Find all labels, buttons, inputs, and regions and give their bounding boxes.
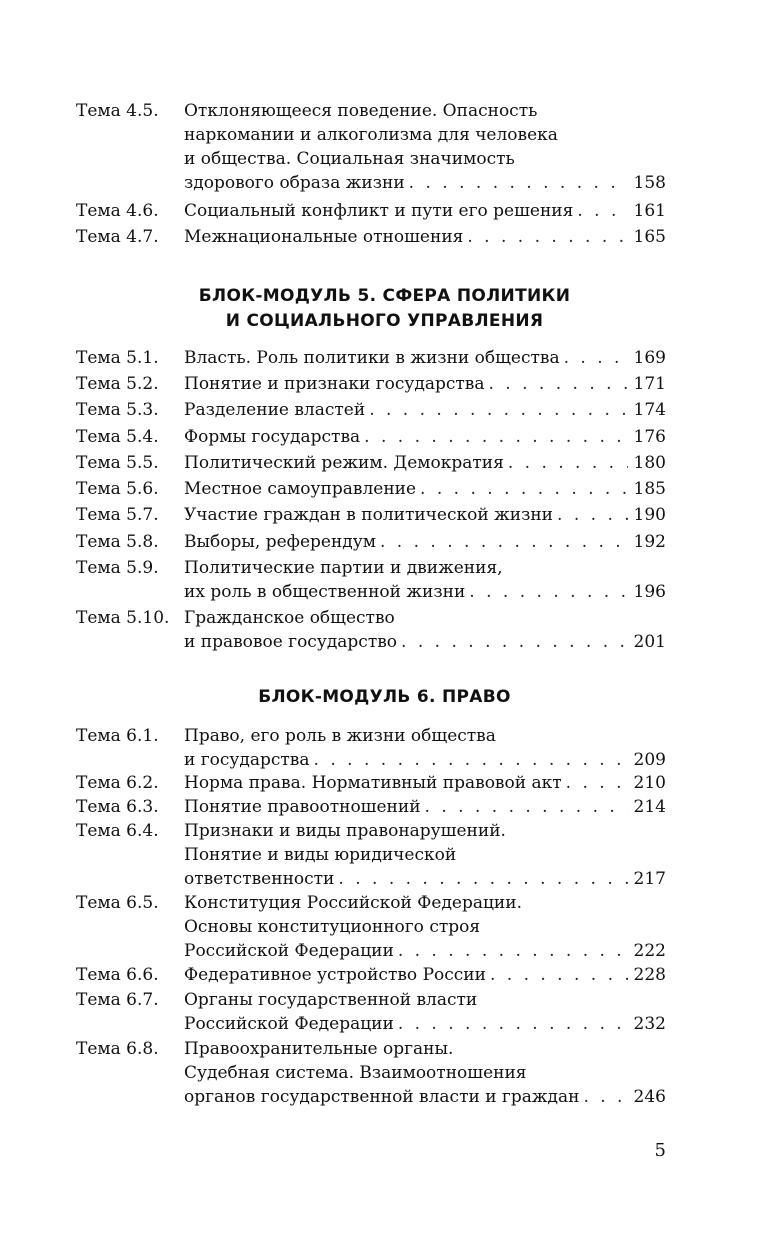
page-number: 185 [633, 479, 666, 499]
topic-title-line: Отклоняющееся поведение. Опасность [184, 101, 538, 121]
topic-number: Тема 5.1. [76, 348, 159, 368]
topic-title-line: Российской Федерации [184, 1014, 394, 1034]
topic-title-line: Социальный конфликт и пути его решения [184, 201, 574, 221]
dot-leader [380, 530, 628, 554]
dot-leader [564, 346, 628, 370]
topic-title-line: Судебная система. Взаимоотношения [184, 1063, 527, 1083]
topic-title-line: Право, его роль в жизни общества [184, 726, 496, 746]
topic-title-line: Формы государства [184, 427, 361, 447]
topic-title-line: здорового образа жизни [184, 173, 405, 193]
dot-leader [398, 1012, 628, 1036]
toc-entry-6-1[interactable] [76, 724, 666, 772]
topic-title-line: Понятие и виды юридической [184, 845, 457, 865]
page-number: 222 [633, 941, 666, 961]
topic-number: Тема 4.7. [76, 227, 159, 247]
toc-entry-6-7[interactable] [76, 988, 666, 1036]
dot-leader [490, 963, 628, 987]
dot-leader [557, 503, 628, 527]
topic-number: Тема 6.2. [76, 773, 159, 793]
topic-title-line: их роль в общественной жизни [184, 582, 466, 602]
block-5-heading [0, 284, 769, 334]
dot-leader [409, 171, 628, 195]
page-number: 169 [633, 348, 666, 368]
topic-number: Тема 5.5. [76, 453, 159, 473]
dot-leader [488, 372, 627, 396]
page-number: 210 [633, 773, 666, 793]
page-number: 174 [633, 400, 666, 420]
toc-entry-6-6[interactable] [76, 963, 666, 987]
topic-number: Тема 5.10. [76, 608, 170, 628]
toc-entry-6-4[interactable] [76, 819, 666, 891]
toc-entry-4-7[interactable] [76, 225, 666, 249]
page-number: 158 [633, 173, 666, 193]
topic-number: Тема 5.6. [76, 479, 159, 499]
topic-number: Тема 4.6. [76, 201, 159, 221]
topic-title-line: Правоохранительные органы. [184, 1039, 454, 1059]
topic-title-line: и правовое государство [184, 632, 398, 652]
page-number: 196 [633, 582, 666, 602]
topic-title-line: Участие граждан в политической жизни [184, 505, 554, 525]
page-number: 165 [633, 227, 666, 247]
page-number: 228 [633, 965, 666, 985]
topic-title-line: Основы конституционного строя [184, 917, 481, 937]
topic-title-line: органов государственной власти и граждан [184, 1087, 580, 1107]
toc-entry-4-5[interactable] [76, 99, 666, 195]
dot-leader [401, 630, 628, 654]
dot-leader [314, 748, 628, 772]
topic-number: Тема 6.8. [76, 1039, 159, 1059]
dot-leader [364, 425, 627, 449]
toc-entry-6-8[interactable] [76, 1037, 666, 1109]
toc-entry-6-2[interactable] [76, 771, 666, 795]
topic-number: Тема 6.5. [76, 893, 159, 913]
dot-leader [566, 771, 628, 795]
toc-entry-5-7[interactable] [76, 503, 666, 527]
toc-entry-5-9[interactable] [76, 556, 666, 604]
topic-title-line: Политический режим. Демократия [184, 453, 504, 473]
dot-leader [420, 477, 628, 501]
topic-number: Тема 5.9. [76, 558, 159, 578]
dot-leader [338, 867, 627, 891]
topic-number: Тема 6.7. [76, 990, 159, 1010]
page-number: 201 [633, 632, 666, 652]
topic-title-line: Выборы, референдум [184, 532, 376, 552]
toc-entry-5-6[interactable] [76, 477, 666, 501]
topic-title-line: Понятие правоотношений [184, 797, 421, 817]
topic-title-line: Понятие и признаки государства [184, 374, 485, 394]
topic-title-line: Политические партии и движения, [184, 558, 503, 578]
topic-title-line: и общества. Социальная значимость [184, 149, 515, 169]
toc-entry-5-8[interactable] [76, 530, 666, 554]
dot-leader [583, 1085, 627, 1109]
topic-number: Тема 5.3. [76, 400, 159, 420]
dot-leader [369, 398, 627, 422]
folio-page-number: 5 [654, 1140, 666, 1161]
block-6-heading [0, 685, 769, 710]
page-number: 180 [633, 453, 666, 473]
block-heading-line: БЛОК-МОДУЛЬ 5. СФЕРА ПОЛИТИКИ [198, 286, 571, 306]
topic-number: Тема 6.4. [76, 821, 159, 841]
topic-title-line: Признаки и виды правонарушений. [184, 821, 506, 841]
toc-entry-5-2[interactable] [76, 372, 666, 396]
topic-title-line: Российской Федерации [184, 941, 394, 961]
topic-number: Тема 6.6. [76, 965, 159, 985]
dot-leader [469, 580, 627, 604]
topic-title-line: Гражданское общество [184, 608, 395, 628]
toc-entry-5-5[interactable] [76, 451, 666, 475]
topic-title-line: Власть. Роль политики в жизни общества [184, 348, 560, 368]
toc-entry-6-5[interactable] [76, 891, 666, 963]
page-number: 217 [633, 869, 666, 889]
page-number: 176 [633, 427, 666, 447]
toc-entry-5-1[interactable] [76, 346, 666, 370]
page-number: 192 [633, 532, 666, 552]
topic-title-line: Норма права. Нормативный правовой акт [184, 773, 562, 793]
block-heading-line: БЛОК-МОДУЛЬ 6. ПРАВО [258, 687, 511, 707]
topic-number: Тема 6.1. [76, 726, 159, 746]
topic-title-line: Органы государственной власти [184, 990, 478, 1010]
page-number: 246 [633, 1087, 666, 1107]
toc-entry-5-3[interactable] [76, 398, 666, 422]
topic-number: Тема 5.2. [76, 374, 159, 394]
topic-title-line: ответственности [184, 869, 335, 889]
page-number: 209 [633, 750, 666, 770]
topic-title-line: наркомании и алкоголизма для человека [184, 125, 558, 145]
toc-entry-5-10[interactable] [76, 606, 666, 654]
toc-entry-5-4[interactable] [76, 425, 666, 449]
topic-number: Тема 6.3. [76, 797, 159, 817]
toc-entry-4-6[interactable] [76, 199, 666, 223]
dot-leader [508, 451, 628, 475]
topic-title-line: Местное самоуправление [184, 479, 417, 499]
topic-title-line: и государства [184, 750, 310, 770]
page-number: 171 [633, 374, 666, 394]
topic-number: Тема 5.8. [76, 532, 159, 552]
page-number: 161 [633, 201, 666, 221]
topic-title-line: Конституция Российской Федерации. [184, 893, 522, 913]
page-number: 232 [633, 1014, 666, 1034]
topic-number: Тема 5.4. [76, 427, 159, 447]
dot-leader [398, 939, 628, 963]
dot-leader [577, 199, 627, 223]
dot-leader [425, 795, 628, 819]
dot-leader [467, 225, 627, 249]
topic-number: Тема 4.5. [76, 101, 159, 121]
page-number: 190 [633, 505, 666, 525]
topic-title-line: Федеративное устройство России [184, 965, 486, 985]
page-number: 214 [633, 797, 666, 817]
toc-entry-6-3[interactable] [76, 795, 666, 819]
block-heading-line: И СОЦИАЛЬНОГО УПРАВЛЕНИЯ [225, 311, 544, 331]
topic-title-line: Межнациональные отношения [184, 227, 464, 247]
topic-title-line: Разделение властей [184, 400, 366, 420]
topic-number: Тема 5.7. [76, 505, 159, 525]
